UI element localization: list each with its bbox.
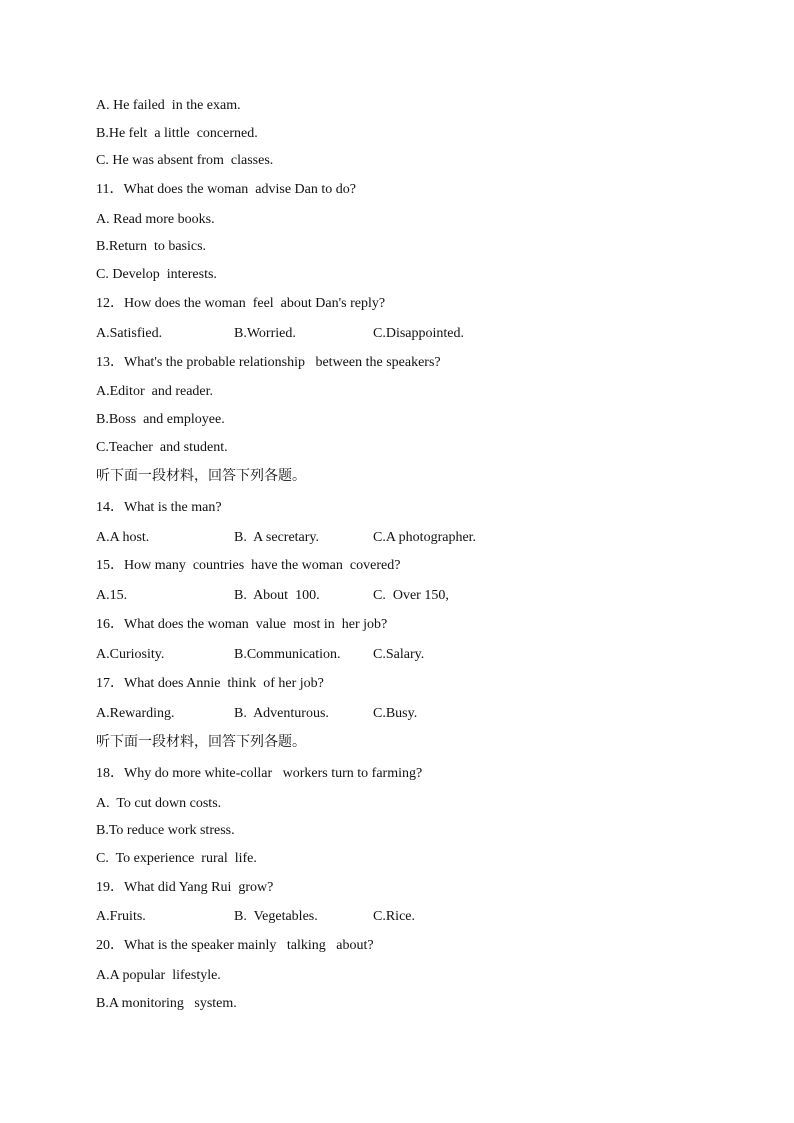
section-heading: 听下面一段材料，回答下列各题。: [96, 734, 306, 750]
q12-option-a: A.Satisfied.: [96, 326, 163, 341]
q13-option-c: C.Teacher and student.: [96, 440, 228, 455]
q11-option-c: C. Develop interests.: [96, 267, 217, 282]
q14-option-b: B. A secretary.: [234, 530, 320, 545]
q19-question: 19．What did Yang Rui grow?: [96, 880, 274, 895]
q14-question: 14．What is the man?: [96, 500, 222, 515]
q15-option-a: A.15.: [96, 588, 128, 603]
q10-option-b: B.He felt a little concerned.: [96, 126, 258, 141]
q19-option-b: B. Vegetables.: [234, 909, 318, 924]
q13-option-a: A.Editor and reader.: [96, 384, 214, 399]
q10-option-a: A. He failed in the exam.: [96, 98, 241, 113]
q18-option-c: C. To experience rural life.: [96, 851, 257, 866]
section-heading: 听下面一段材料，回答下列各题。: [96, 468, 306, 484]
q15-option-c: C. Over 150,: [373, 588, 449, 603]
q14-option-c: C.A photographer.: [373, 530, 477, 545]
q16-option-b: B.Communication.: [234, 647, 341, 662]
q20-question: 20．What is the speaker mainly talking about?: [96, 938, 374, 953]
q12-question: 12．How does the woman feel about Dan's reply?: [96, 296, 386, 311]
q20-option-b: B.A monitoring system.: [96, 996, 237, 1011]
q11-option-b: B.Return to basics.: [96, 239, 207, 254]
q16-question: 16．What does the woman value most in her job?: [96, 617, 388, 632]
q18-question: 18．Why do more white-collar workers turn to farming?: [96, 766, 423, 781]
q11-option-a: A. Read more books.: [96, 212, 215, 227]
q18-option-a: A. To cut down costs.: [96, 796, 222, 811]
q12-option-b: B.Worried.: [234, 326, 296, 341]
q16-option-c: C.Salary.: [373, 647, 425, 662]
q17-option-a: A.Rewarding.: [96, 706, 175, 721]
q17-question: 17．What does Annie think of her job?: [96, 676, 324, 691]
q11-question: 11．What does the woman advise Dan to do?: [96, 182, 356, 197]
q17-option-c: C.Busy.: [373, 706, 418, 721]
q17-option-b: B. Adventurous.: [234, 706, 329, 721]
q15-option-b: B. About 100.: [234, 588, 320, 603]
q20-option-a: A.A popular lifestyle.: [96, 968, 221, 983]
q16-option-a: A.Curiosity.: [96, 647, 165, 662]
q12-option-c: C.Disappointed.: [373, 326, 464, 341]
q13-question: 13．What's the probable relationship between the speakers?: [96, 355, 441, 370]
q19-option-c: C.Rice.: [373, 909, 415, 924]
q14-option-a: A.A host.: [96, 530, 150, 545]
q19-option-a: A.Fruits.: [96, 909, 146, 924]
q15-question: 15．How many countries have the woman covered?: [96, 558, 401, 573]
q18-option-b: B.To reduce work stress.: [96, 823, 235, 838]
q10-option-c: C. He was absent from classes.: [96, 153, 274, 168]
q13-option-b: B.Boss and employee.: [96, 412, 225, 427]
